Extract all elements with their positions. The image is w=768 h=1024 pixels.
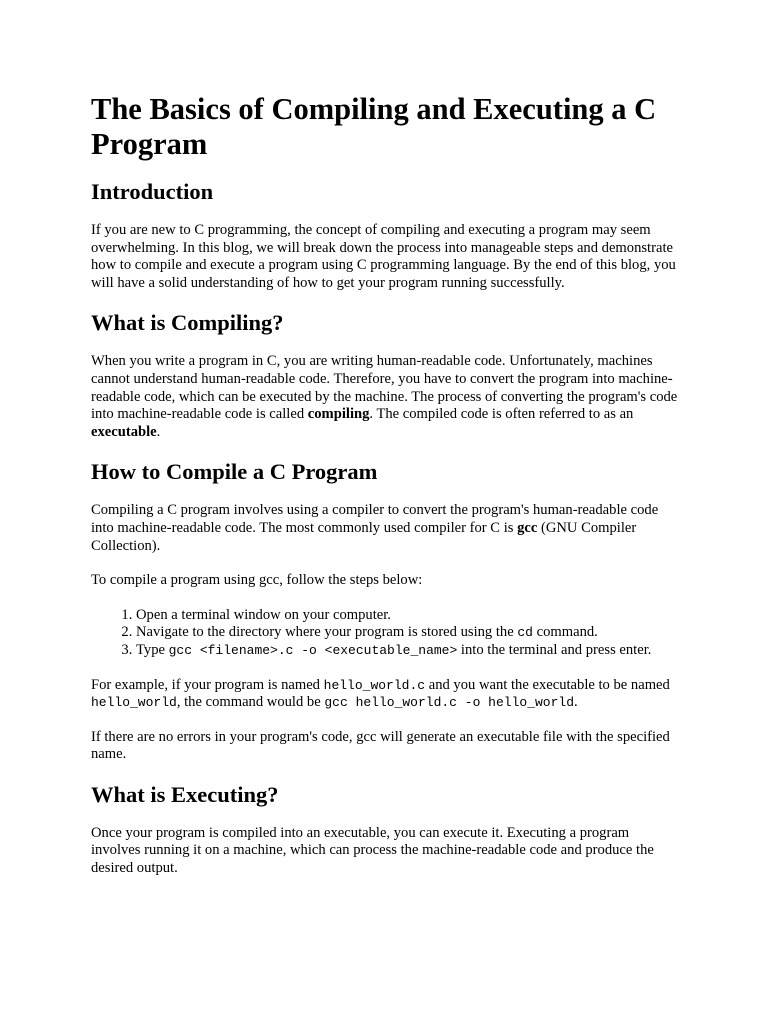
compiling-text-2: . The compiled code is often referred to as an	[369, 406, 634, 423]
page-title: The Basics of Compiling and Executing a C Program	[91, 92, 657, 161]
example-paragraph	[91, 677, 681, 712]
list-item	[136, 642, 681, 660]
compiling-text-1: When you write a program in C, you are writing human-readable code. Unfortunately, machines cannot understand human-readable code. Therefore, you have to convert the program into machine-readable code, which can be executed by the machine. The process of converting the program's code into machine-readable code is called	[91, 353, 678, 423]
example-text-1: For example, if your program is named	[91, 676, 324, 693]
compiling-text-3: .	[156, 423, 161, 440]
how-to-text-1: Compiling a C program involves using a compiler to convert the program's human-readable code into machine-readable code. The most commonly used compiler for C is	[91, 502, 659, 536]
code-hello-world-c: hello_world.c	[323, 677, 426, 693]
heading-introduction: Introduction	[91, 179, 214, 204]
code-cd: cd	[517, 625, 533, 641]
term-executable: executable	[91, 423, 157, 440]
heading-what-is-executing: What is Executing?	[91, 781, 279, 807]
term-gcc: gcc	[517, 519, 538, 536]
code-gcc-example-command: gcc hello_world.c -o hello_world	[324, 695, 574, 711]
code-gcc-command-template: gcc <filename>.c -o <executable_name>	[168, 642, 458, 658]
article	[91, 92, 681, 895]
heading-how-to-compile: How to Compile a C Program	[91, 459, 378, 485]
list-item	[136, 624, 681, 642]
example-text-3: , the command would be	[176, 694, 325, 711]
step-3-text-2: into the terminal and press enter.	[457, 641, 652, 658]
compile-steps-list	[91, 607, 681, 660]
heading-what-is-compiling: What is Compiling?	[91, 310, 284, 336]
step-1-text: Open a terminal window on your computer.	[136, 606, 391, 623]
step-2-text-2: command.	[532, 624, 598, 641]
step-3-text-1: Type	[136, 641, 169, 658]
compiling-paragraph	[91, 353, 681, 441]
list-item	[136, 607, 681, 625]
code-hello-world: hello_world	[91, 695, 177, 711]
example-text-2: and you want the executable to be named	[425, 676, 670, 693]
example-text-4: .	[574, 694, 578, 711]
how-to-paragraph-2: To compile a program using gcc, follow the steps below:	[91, 572, 423, 589]
how-to-paragraph-1	[91, 502, 681, 555]
how-to-text-2: (GNU Compiler Collection).	[91, 519, 637, 554]
term-compiling: compiling	[307, 406, 370, 423]
introduction-paragraph: If you are new to C programming, the concept of compiling and executing a program may seem overwhelming. In this blog, we will break down the process into manageable steps and demonstrate how to compile and execute a program using C programming language. By the end of this blog, you will have a solid understanding of how to get your program running successfully.	[91, 222, 676, 291]
errors-paragraph: If there are no errors in your program's code, gcc will generate an executable file with the specified name.	[91, 728, 670, 763]
executing-paragraph: Once your program is compiled into an executable, you can execute it. Executing a program involves running it on a machine, which can process the machine-readable code and produce the desired output.	[91, 824, 654, 877]
step-2-text-1: Navigate to the directory where your program is stored using the	[136, 624, 518, 641]
